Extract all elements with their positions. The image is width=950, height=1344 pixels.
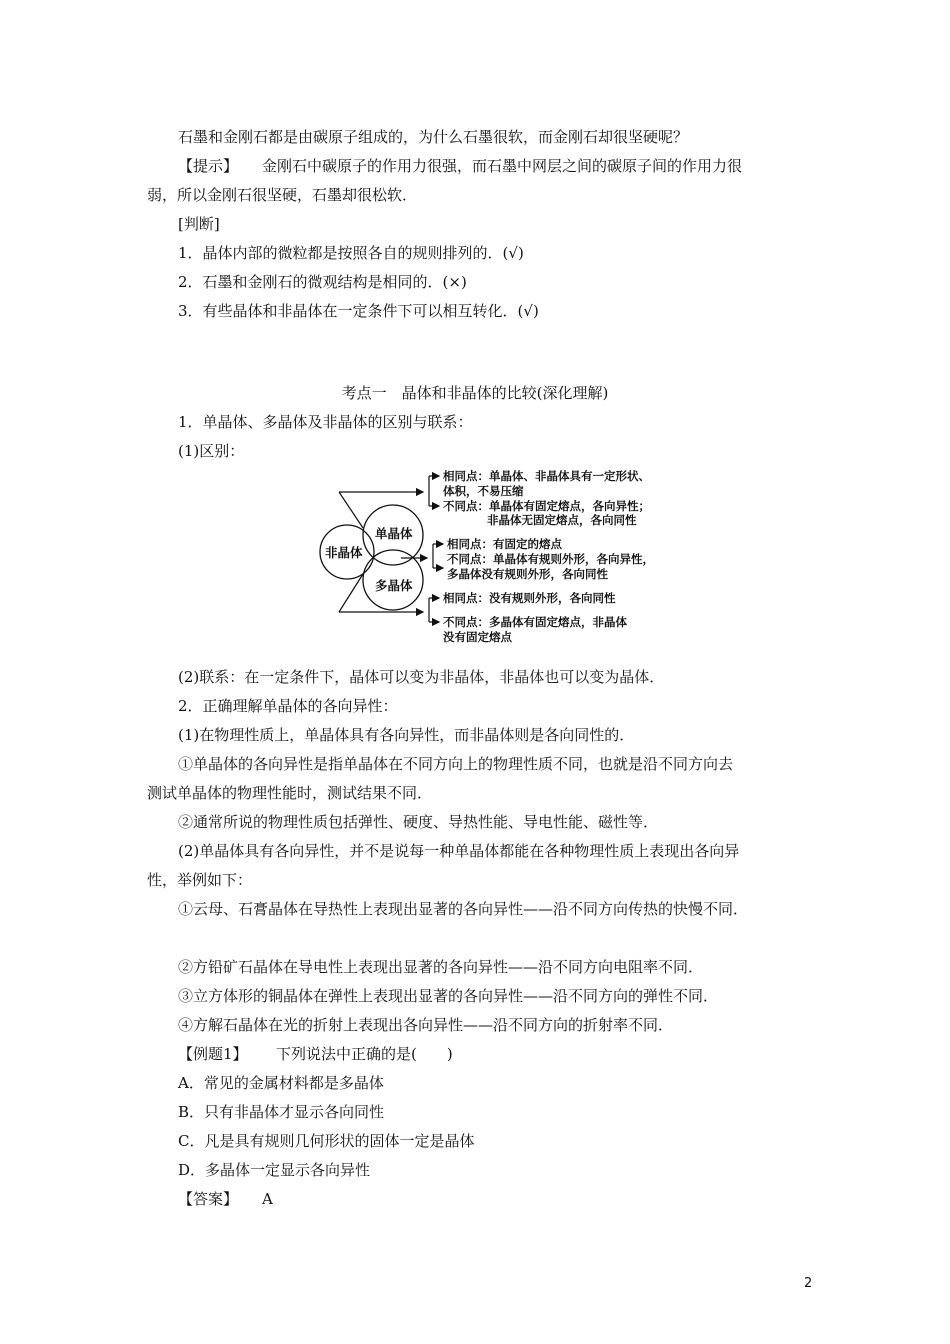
s2-p2-line1: (2)单晶体具有各向异性，并不是说每一种单晶体都能在各种物理性质上表现出各向异 <box>178 842 740 860</box>
s2-p1: (1)在物理性质上，单晶体具有各向异性，而非晶体则是各向同性的． <box>178 726 635 744</box>
page-number: 2 <box>804 1276 813 1291</box>
g1-line1: 相同点：单晶体、非晶体具有一定形状、 <box>443 469 650 483</box>
hint-label: 【提示】 <box>178 157 239 175</box>
judge-item-2: 2．石墨和金刚石的微观结构是相同的．(×) <box>178 273 467 291</box>
answer-label: 【答案】 <box>178 1190 239 1208</box>
option-a: A．常见的金属材料都是多晶体 <box>178 1074 384 1092</box>
s2-p1a-line2: 测试单晶体的物理性能时，测试结果不同． <box>147 784 433 802</box>
judge-label: [判断] <box>178 215 220 233</box>
answer-value: A <box>262 1190 273 1208</box>
judge-item-1: 1．晶体内部的微粒都是按照各自的规则排列的．(√) <box>178 244 524 262</box>
g3-line2: 不同点：多晶体有固定熔点，非晶体 <box>443 615 627 629</box>
g2-line2: 不同点：单晶体有规则外形，各向异性， <box>447 552 654 566</box>
s1-sub2: (2)联系：在一定条件下，晶体可以变为非晶体，非晶体也可以变为晶体． <box>178 668 665 686</box>
judge-item-3: 3．有些晶体和非晶体在一定条件下可以相互转化．(√) <box>178 302 539 320</box>
s2-p2-line2: 性，举例如下： <box>147 871 253 889</box>
s2-example-4: ④方解石晶体在光的折射上表现出各向异性——沿不同方向的折射率不同． <box>178 1016 674 1034</box>
option-c: C．凡是具有规则几何形状的固体一定是晶体 <box>178 1132 475 1150</box>
label-poly: 多晶体 <box>375 578 413 593</box>
connector-line <box>339 492 363 528</box>
intro-question: 石墨和金刚石都是由碳原子组成的，为什么石墨很软，而金刚石却很坚硬呢？ <box>178 128 689 146</box>
g1-line3: 不同点：单晶体有固定熔点，各向异性； <box>443 499 650 513</box>
s1-sub1: (1)区别： <box>178 442 245 460</box>
crystal-comparison-diagram <box>305 462 685 648</box>
example-label: 【例题1】 <box>178 1045 248 1063</box>
g1-line2: 体积，不易压缩 <box>443 484 524 498</box>
g2-line1: 相同点：有固定的熔点 <box>447 537 562 551</box>
s2-p1b: ②通常所说的物理性质包括弹性、硬度、导热性能、导电性能、磁性等． <box>178 813 659 831</box>
g2-line3: 多晶体没有规则外形，各向同性 <box>447 567 608 581</box>
section-title: 考点一 晶体和非晶体的比较(深化理解) <box>341 384 609 402</box>
s2-heading: 2．正确理解单晶体的各向异性： <box>178 697 398 715</box>
label-single: 单晶体 <box>375 526 413 541</box>
s2-p1a-line1: ①单晶体的各向异性是指单晶体在不同方向上的物理性质不同，也就是沿不同方向去 <box>178 755 734 773</box>
option-d: D．多晶体一定显示各向异性 <box>178 1161 371 1179</box>
example-question: 下列说法中正确的是( ) <box>276 1045 453 1063</box>
s2-example-3: ③立方体形的铜晶体在弹性上表现出显著的各向异性——沿不同方向的弹性不同． <box>178 987 719 1005</box>
g1-line4: 非晶体无固定熔点，各向同性 <box>487 513 637 527</box>
option-b: B．只有非晶体才显示各向同性 <box>178 1103 385 1121</box>
hint-text-line1: 金刚石中碳原子的作用力很强，而石墨中网层之间的碳原子间的作用力很 <box>262 157 743 175</box>
connector-line <box>339 574 363 612</box>
g3-line1: 相同点：没有规则外形，各向同性 <box>443 591 616 605</box>
hint-text-line2: 弱，所以金刚石很坚硬，石墨却很松软． <box>147 186 418 204</box>
g3-line3: 没有固定熔点 <box>443 630 512 644</box>
s2-example-2: ②方铅矿石晶体在导电性上表现出显著的各向异性——沿不同方向电阻率不同． <box>178 958 704 976</box>
label-noncrystal: 非晶体 <box>325 545 363 560</box>
s2-example-1: ①云母、石膏晶体在导热性上表现出显著的各向异性——沿不同方向传热的快慢不同． <box>178 900 749 918</box>
s1-heading: 1．单晶体、多晶体及非晶体的区别与联系： <box>178 413 473 431</box>
